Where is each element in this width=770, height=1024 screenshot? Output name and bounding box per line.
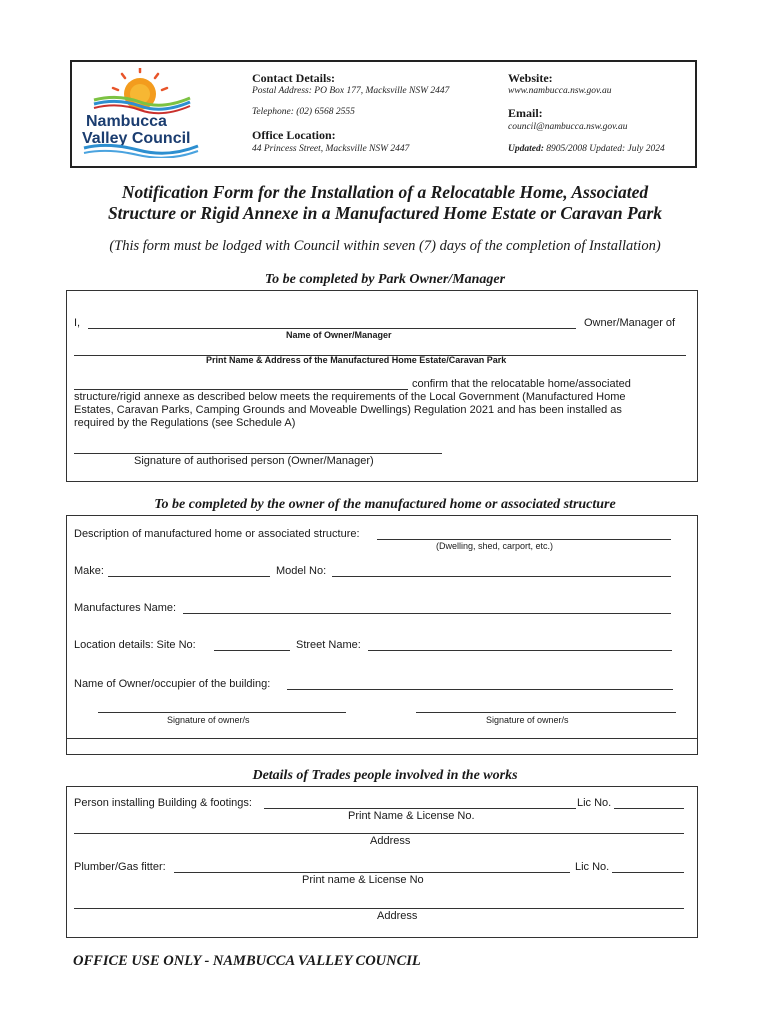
installer-label: Person installing Building & footings: (74, 797, 252, 809)
council-logo (78, 68, 208, 158)
section2-title: To be completed by the owner of the manufactured home or associated structure (154, 497, 616, 512)
model-field[interactable] (332, 576, 671, 577)
form-title-line2: Structure or Rigid Annexe in a Manufactured Home Estate or Caravan Park (107, 203, 663, 223)
section3-title: Details of Trades people involved in the works (252, 768, 518, 783)
svg-text:Valley Council: Valley Council (82, 130, 191, 147)
website-link[interactable]: www.nambucca.nsw.gov.au (508, 86, 612, 96)
plumber-field[interactable] (174, 872, 570, 873)
form-subtitle: (This form must be lodged with Council within seven (7) days of the completion of Installation) (109, 238, 661, 254)
email-label: Email: (508, 106, 543, 120)
manufacturer-field[interactable] (183, 613, 671, 614)
office-use-heading: OFFICE USE ONLY - NAMBUCCA VALLEY COUNCIL (73, 953, 421, 969)
description-caption: (Dwelling, shed, carport, etc.) (436, 541, 554, 551)
print-name-license-caption-2: Print name & License No (302, 874, 424, 886)
lic-no-label-1: Lic No. (577, 797, 612, 809)
confirm-line4: required by the Regulations (see Schedule A) (74, 417, 296, 429)
updated-label: Updated: (508, 144, 544, 154)
owner-manager-name-field[interactable] (88, 328, 576, 329)
updated-info (508, 144, 665, 154)
plumber-label: Plumber/Gas fitter: (74, 861, 166, 873)
section2-divider (66, 738, 698, 739)
make-label: Make: (74, 565, 104, 577)
updated-text: 8905/2008 Updated: July 2024 (546, 144, 665, 154)
owner-manager-of-label: Owner/Manager of (584, 317, 676, 329)
contact-details-label: Contact Details: (252, 71, 335, 85)
street-label: Street Name: (296, 639, 361, 651)
authorised-signature-field[interactable] (74, 453, 442, 454)
model-label: Model No: (276, 565, 327, 577)
site-no-field[interactable] (214, 650, 290, 651)
owner-occupier-label: Name of Owner/occupier of the building: (74, 678, 271, 690)
installer-field[interactable] (264, 808, 576, 809)
address-caption-1: Address (370, 835, 411, 847)
make-field[interactable] (108, 576, 270, 577)
plumber-address-field[interactable] (74, 908, 684, 909)
owner-occupier-field[interactable] (287, 689, 673, 690)
description-label: Description of manufactured home or associated structure: (74, 528, 360, 540)
owner-signature-field-1[interactable] (98, 712, 346, 713)
print-name-license-caption-1: Print Name & License No. (348, 810, 475, 822)
website-label: Website: (508, 71, 553, 85)
installer-address-field[interactable] (74, 833, 684, 834)
owner-signature-caption-2: Signature of owner/s (486, 715, 569, 725)
owner-signature-field-2[interactable] (416, 712, 676, 713)
i-label: I, (74, 317, 81, 329)
confirm-line3: Estates, Caravan Parks, Camping Grounds and Moveable Dwellings) Regulation 2021 and has been installed as (74, 404, 622, 416)
print-name-caption: Print Name & Address of the Manufactured Home Estate/Caravan Park (206, 355, 507, 365)
svg-text:Nambucca: Nambucca (86, 113, 167, 130)
email-link[interactable]: council@nambucca.nsw.gov.au (508, 122, 628, 132)
description-field[interactable] (377, 539, 671, 540)
confirm-name-field[interactable] (74, 389, 408, 390)
lic-no-field-1[interactable] (614, 808, 684, 809)
owner-signature-caption-1: Signature of owner/s (167, 715, 250, 725)
lic-no-label-2: Lic No. (575, 861, 610, 873)
section2-box (66, 515, 698, 755)
lic-no-field-2[interactable] (612, 872, 684, 873)
location-label: Location details: Site No: (74, 639, 196, 651)
form-title-line1: Notification Form for the Installation of a Relocatable Home, Associated (121, 182, 649, 202)
address-caption-2: Address (377, 910, 418, 922)
confirm-line2: structure/rigid annexe as described below meets the requirements of the Local Government (Manufactured Home (74, 391, 626, 403)
street-field[interactable] (368, 650, 672, 651)
section1-title: To be completed by Park Owner/Manager (264, 272, 506, 287)
authorised-signature-caption: Signature of authorised person (Owner/Manager) (134, 455, 374, 467)
confirm-line1: confirm that the relocatable home/associated (412, 378, 631, 390)
postal-address: Postal Address: PO Box 177, Macksville NSW 2447 (252, 86, 450, 96)
office-address: 44 Princess Street, Macksville NSW 2447 (252, 144, 410, 154)
office-location-label: Office Location: (252, 128, 336, 142)
manufacturer-label: Manufactures Name: (74, 602, 177, 614)
telephone: Telephone: (02) 6568 2555 (252, 107, 355, 117)
name-caption: Name of Owner/Manager (286, 330, 392, 340)
